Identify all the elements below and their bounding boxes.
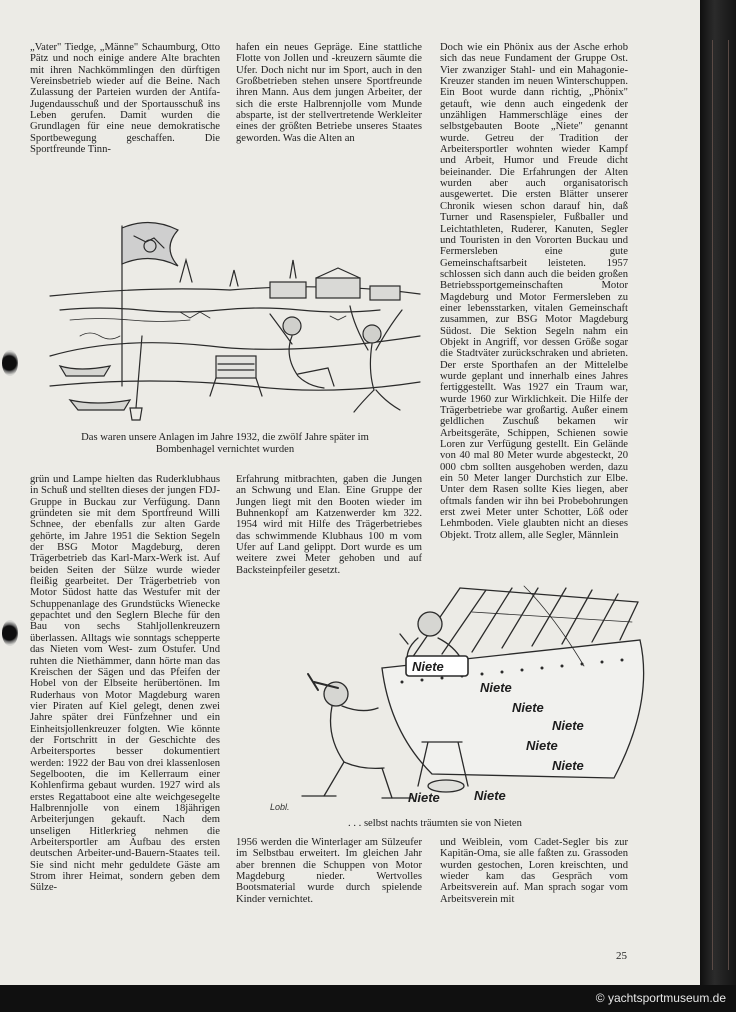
niete-label: Niete	[408, 790, 440, 805]
caption-nieten: . . . selbst nachts träumten sie von Nieten	[348, 818, 522, 829]
illustration-1932-harbour	[30, 186, 428, 426]
text-right-column: Doch wie ein Phönix aus der Asche erhob sich das neue Fundament der Gruppe Ost. Vier zwanziger Stahl- und ein Mahagonie-Kreuzer standen im neuen Winterschuppen. Ein Boot wurde dann richtig, „Phönix" getauft, wie denn auch eingedenk der unzähligen Hammerschläge eines der selbstgebauten Boote „Niete" genannt wurde. Getreu der Tradition der Arbeitersportler wohnten wieder Kampf und Arbeit, Humor und Freude dicht beieinander. Die Erfahrungen der Alten wurden aber auch organisatorisch ausgewertet. Die ersten Blätter unserer Chronik wiesen schon darauf hin, daß Turner und Rasenspieler, Fußballer und Leichtathleten, Ruderer, Kanuten, Segler und Touristen in den Vororten Buckau und Fermersleben eine gute Gemeinschaftsarbeit leisteten. 1957 schlossen sich dann auch die beiden großen Betriebssportgemeinschaften Motor Magdeburg und Motor Fermersleben zu einer lebensstarken, vitalen Gemeinschaft zusammen, zur BSG Motor Magdeburg Südost. Die Sektion Segeln nahm ein Objekt in Angriff, vor dessen Größe sogar die Stadtväter zurückschraken und abrieten. Der erste Sporthafen an der Mittelelbe wurde geplant und innerhalb eines Jahres fertiggestellt. Was 1927 ein Traum war, wurde 1960 zur Wirklichkeit. Die Hilfe der Trägerbetriebe war großartig. Außer einem geldlichen Zuschuß bekamen wir Arbeitsgeräte, Schippen, Schienen sowie Loren zur Verfügung gestellt. Ein Gelände von 40 mal 80 Meter wurde abgesteckt, 20 000 cbm sollten ausgehoben werden, dazu ein 50 Meter langer Durchstich zur Elbe. Unter dem Rasen sollte Kies liegen, aber oftmals fanden wir ihn bei Probebohrungen erst zwei Meter unter Schotter, Löß oder Lehmboden. Viele glaubten nicht an dieses Objekt. Trotz allem, alle Segler, Männlein	[440, 42, 628, 541]
caption-1932: Das waren unsere Anlagen im Jahre 1932, die zwölf Jahre später im Bombenhagel vernichtet wurden	[81, 432, 369, 455]
niete-label: Niete	[552, 758, 584, 773]
niete-label: Niete	[480, 680, 512, 695]
niete-label: Niete	[474, 788, 506, 803]
niete-label: Niete	[526, 738, 558, 753]
footer-bar	[0, 985, 736, 1012]
footer-credit: © yachtsportmuseum.de	[595, 991, 726, 1005]
text-mid-middle: Erfahrung mitbrachten, gaben die Jungen an Schwung und Elan. Eine Gruppe der Jungen liegt mit den Booten wieder im Buhnenkopf am Katzenwerder km 322. 1954 wird mit Hilfe des Trägerbetriebes das schwimmende Klubhaus 100 m vom Ufer auf Land gelippt. Dort wurde es um weitere zwei Meter gehoben und auf Backsteinpfeiler gesetzt.	[236, 474, 422, 576]
text-top-left: „Vater" Tiedge, „Männe" Schaumburg, Otto Pätz und noch einige andere Alte brachten mit ihren Nachkömmlingen den dürftigen Vereinsbetrieb wieder auf die Beine. Nach Zulassung der Parteien wurden der Antifa-Jugendausschuß und der Sportausschuß ins Leben gerufen. Damit wurden die Grundlagen für eine neue demokratische Sportbewegung geschaffen. Die Sportfreunde Tinn-	[30, 42, 220, 156]
niete-label: Niete	[552, 718, 584, 733]
niete-label: Niete	[512, 700, 544, 715]
punch-hole	[2, 350, 18, 376]
text-bottom-middle: 1956 werden die Winterlager am Sülzeufer im Selbstbau erweitert. Im gleichen Jahr aber brennen die Schuppen von Motor Magdeburg nieder. Wertvolles Bootsmaterial wurde durch spielende Kinder vernichtet.	[236, 837, 422, 905]
illustration-niete-cartoon	[262, 582, 668, 814]
page-number: 25	[616, 950, 627, 962]
spine-edge	[712, 40, 713, 970]
cartoon-signature: Lobl.	[270, 802, 290, 812]
spine-edge	[728, 40, 729, 970]
book-spine	[700, 0, 736, 985]
text-top-middle: hafen ein neues Gepräge. Eine stattliche Flotte von Jollen und -kreuzern säumte die Ufer. Doch nicht nur im Sport, auch in den Großbetrieben stehen unsere Sportfreunde ihren Mann. Aus dem jungen Arbeiter, der sich die erste Halbrennjolle vom Munde absparte, ist der stellvertretende Werkleiter eines der größten Betriebe unseres Staates geworden. Was die Alten an	[236, 42, 422, 144]
text-mid-left: grün und Lampe hielten das Ruderklubhaus in Schuß und stellten dieses der jungen FDJ-Gruppe in Buckau zur Verfügung. Dann gründeten sie mit dem Sportfreund Willi Schnee, der ebenfalls zur alten Garde gehörte, im Jahre 1951 die Sektion Segeln der BSG Motor Magdeburg, deren Trägerbetrieb das Karl-Marx-Werk ist. Auf beiden Seiten der Sülze wurde wieder fleißig gearbeitet. Der Trägerbetrieb von Motor Südost hatte das Westufer mit der Schuppenanlage des Grundstücks Wienecke gepachtet und den Seglern Bleche für den Bau von sechs Stahljollenkreuzern überlassen. Alltags wie sonntags schepperte das Nieten vom West- zum Ostufer. Und ruhten die Niethämmer, dann hörte man das Kreischen der Sägen und das Pfeifen der Hobel von der Elbseite herübertönen. Im Ruderhaus von Motor Magdeburg waren vier Piraten auf Kiel gelegt, denen zwei Jahre später drei Fünfzehner und ein Einheitsjollenkreuzer folgten. Wie könnte der Fortschritt in der Geschichte des Arbeitersportes besser dokumentiert werden: 1922 der Bau von drei klassenlosen Segelbooten, die im Kellerraum einer Kohlenfirma gebaut wurden. 1927 wird als erstes Regattaboot eine alte weichgesegelte Halbrennjolle von einem 18jährigen Arbeiterjungen gekauft. Nach dem unseligen Hitlerkrieg nehmen die Arbeitersportler am Aufbau des ersten deutschen Arbeiter-und-Bauern-Staates teil. Sie sind nicht mehr geduldete Gäste am Strom ihrer Heimat, sondern geben dem Sülze-	[30, 474, 220, 894]
niete-label-plate: Niete	[412, 659, 444, 674]
text-bottom-right: und Weiblein, vom Cadet-Segler bis zur Kapitän-Oma, sie alle faßten zu. Grassoden wurden gestochen, Loren kreischten, und wieder kam das Gespräch vom Arbeitsverein auf. Man sprach sogar vom Arbeitsverein mit	[440, 837, 628, 905]
punch-hole	[2, 620, 18, 646]
